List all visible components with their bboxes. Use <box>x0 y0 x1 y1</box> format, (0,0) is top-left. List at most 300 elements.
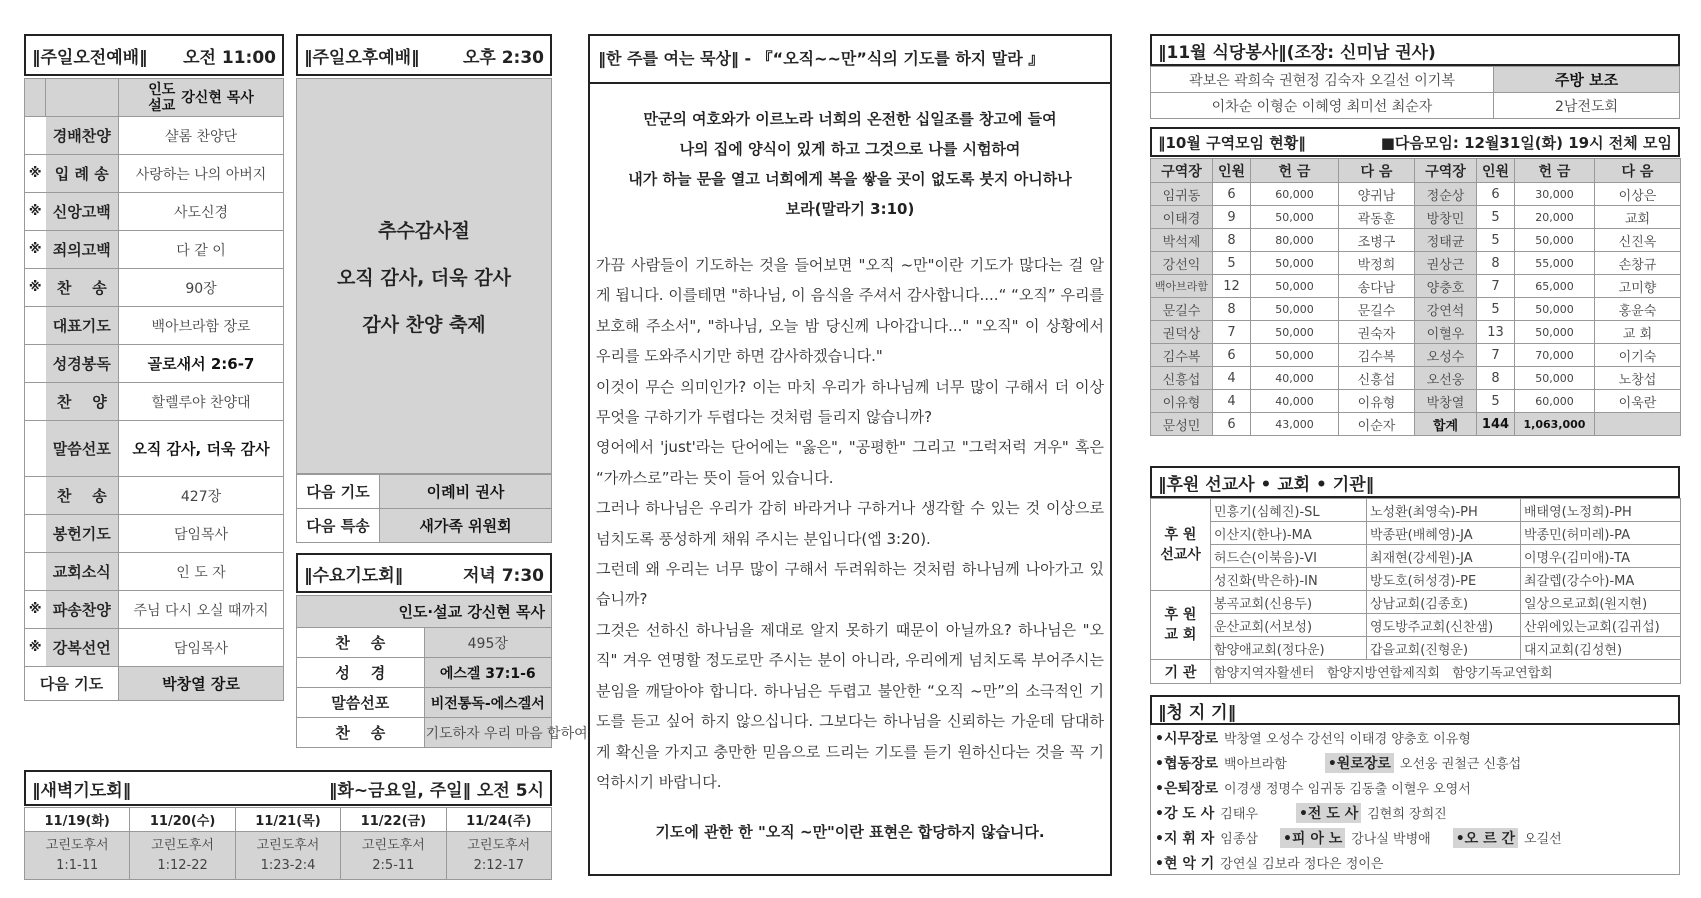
district-cell: 7 <box>1477 275 1515 298</box>
order-row <box>25 421 284 477</box>
meditation-panel <box>588 34 1112 876</box>
order-value: 오직 감사, 더욱 감사 <box>119 421 284 477</box>
stand-mark <box>25 553 46 591</box>
leader-row <box>25 79 284 117</box>
stand-mark <box>25 421 46 477</box>
district-cell: 1,063,000 <box>1515 413 1595 436</box>
kitchen-value: 2남전도회 <box>1494 93 1680 119</box>
church-cell: 대지교회(김성현) <box>1521 637 1681 660</box>
district-col-header: 구역장 <box>1151 159 1213 183</box>
stand-mark <box>25 477 46 515</box>
district-row <box>1151 252 1681 275</box>
order-value: 주님 다시 오실 때까지 <box>119 591 284 629</box>
dawn-book: 고린도후서 <box>45 837 109 853</box>
wednesday-row <box>297 718 552 748</box>
district-cell: 65,000 <box>1515 275 1595 298</box>
meditation-paragraph: 그런데 왜 우리는 너무 많이 구해서 두려워하는 것처럼 하나님께 나아가고 있습니까? <box>596 560 1104 609</box>
district-cell: 문길수 <box>1151 298 1213 321</box>
afternoon-time: 오후 2:30 <box>462 47 544 68</box>
wednesday-time: 저녁 7:30 <box>462 565 544 586</box>
church-row <box>1151 614 1681 637</box>
officer-role: •원로장로 <box>1325 753 1394 773</box>
order-row <box>25 383 284 421</box>
dawn-table <box>24 807 552 880</box>
dawn-ref: 1:23-2:4 <box>260 857 316 873</box>
church-cell: 상남교회(김종호) <box>1367 591 1521 614</box>
district-cell: 신흥섭 <box>1151 367 1213 390</box>
district-cell: 20,000 <box>1515 206 1595 229</box>
dawn-book: 고린도후서 <box>467 837 531 853</box>
church-cell: 갑을교회(진형운) <box>1367 637 1521 660</box>
order-label: 입 례 송 <box>46 155 119 193</box>
wednesday-row <box>297 628 552 658</box>
district-cell: 신흥섭 <box>1339 367 1415 390</box>
district-col-header: 다 음 <box>1595 159 1681 183</box>
district-cell: 4 <box>1213 367 1251 390</box>
district-title: ‖10월 구역모임 현황‖ <box>1158 133 1306 152</box>
stand-mark: ※ <box>25 155 46 193</box>
district-cell: 6 <box>1213 183 1251 206</box>
district-cell: 박석제 <box>1151 229 1213 252</box>
district-cell: 5 <box>1477 298 1515 321</box>
church-row <box>1151 591 1681 614</box>
district-cell: 6 <box>1477 183 1515 206</box>
district-col-header: 헌 금 <box>1251 159 1339 183</box>
officer-role: •은퇴장로 <box>1155 780 1219 797</box>
missionary-cell: 이명우(김미애)-TA <box>1521 545 1681 568</box>
district-cell: 144 <box>1477 413 1515 436</box>
district-cell <box>1595 413 1681 436</box>
order-value: 백아브라함 장로 <box>119 307 284 345</box>
district-header <box>1150 127 1680 157</box>
meditation-paragraph: 가끔 사람들이 기도하는 것을 들어보면 "오직 ~만"이란 기도가 많다는 걸 알게 됩니다. 이를테면 "하나님, 이 음식을 주셔서 감사합니다....“ “오직” 우리를 보호해 주소서", "하나님, 오늘 밤 당신께 나아갑니다..." "오직" 이 상황에서 우리를 도와주시기만 하면 감사하겠습니다." <box>596 256 1104 366</box>
district-cell: 오성수 <box>1415 344 1477 367</box>
order-value: 담임목사 <box>119 629 284 667</box>
district-cell: 교 회 <box>1595 321 1681 344</box>
wednesday-label: 찬 송 <box>297 718 425 748</box>
verse-line-4: 보라(말라기 3:10) <box>785 200 915 218</box>
order-row <box>25 345 284 383</box>
order-row <box>25 307 284 345</box>
wednesday-label: 성 경 <box>297 658 425 688</box>
afternoon-line-3: 감사 찬양 축제 <box>362 313 486 336</box>
stand-mark <box>25 515 46 553</box>
afternoon-next-prayer-value: 이례비 권사 <box>380 475 552 509</box>
district-cell: 43,000 <box>1251 413 1339 436</box>
dawn-ref: 1:12-22 <box>157 857 208 873</box>
order-value: 담임목사 <box>119 515 284 553</box>
afternoon-next-table <box>296 474 552 543</box>
district-col-header: 헌 금 <box>1515 159 1595 183</box>
district-row <box>1151 390 1681 413</box>
missionary-row <box>1151 522 1681 545</box>
dawn-date: 11/21(목) <box>235 808 340 832</box>
district-cell: 박정희 <box>1339 252 1415 275</box>
officer-names: 오길선 <box>1524 832 1562 847</box>
stand-mark: ※ <box>25 269 46 307</box>
district-cell: 양충호 <box>1415 275 1477 298</box>
order-row <box>25 553 284 591</box>
district-cell: 50,000 <box>1251 344 1339 367</box>
order-label: 성경봉독 <box>46 345 119 383</box>
next-prayer-row <box>25 667 284 701</box>
stand-mark <box>25 307 46 345</box>
verse-line-1: 만군의 여호와가 이르노라 너희의 온전한 십일조를 창고에 들여 <box>643 110 1057 128</box>
district-cell: 40,000 <box>1251 390 1339 413</box>
afternoon-next-prayer-label: 다음 기도 <box>297 475 380 509</box>
officers-list <box>1150 725 1680 875</box>
officer-role: •시무장로 <box>1155 730 1219 747</box>
order-value: 다 같 이 <box>119 231 284 269</box>
district-cell: 이욱란 <box>1595 390 1681 413</box>
officer-names: 이경생 정명수 임귀동 김동출 이혈우 오영서 <box>1224 782 1471 797</box>
district-cell: 김수복 <box>1339 344 1415 367</box>
church-label: 후 원 교 회 <box>1151 591 1211 660</box>
district-cell: 김수복 <box>1151 344 1213 367</box>
district-cell: 문성민 <box>1151 413 1213 436</box>
district-cell: 정태균 <box>1415 229 1477 252</box>
missionary-cell: 방도호(허성경)-PE <box>1367 568 1521 591</box>
kitchen-label: 주방 보조 <box>1494 67 1680 93</box>
next-prayer-value: 박창열 장로 <box>119 667 284 701</box>
church-cell: 산위에있는교회(김귀섭) <box>1521 614 1681 637</box>
district-cell: 문길수 <box>1339 298 1415 321</box>
officer-names: 오선웅 권철근 신흥섭 <box>1399 757 1522 772</box>
order-label: 교회소식 <box>46 553 119 591</box>
meditation-closing: 기도에 관한 한 "오직 ~만"이란 표현은 합당하지 않습니다. <box>655 823 1045 841</box>
district-cell: 50,000 <box>1515 321 1595 344</box>
org-row <box>1151 660 1681 684</box>
support-table <box>1150 498 1681 684</box>
order-row <box>25 591 284 629</box>
afternoon-service-header <box>296 34 552 76</box>
district-row <box>1151 344 1681 367</box>
dawn-date: 11/20(수) <box>130 808 235 832</box>
leader-name: 강신현 목사 <box>181 89 254 106</box>
order-row <box>25 117 284 155</box>
order-row <box>25 629 284 667</box>
meditation-body <box>590 250 1110 797</box>
morning-time: 오전 11:00 <box>183 47 276 68</box>
afternoon-next-special-value: 새가족 위원회 <box>380 509 552 543</box>
wednesday-label: 말씀선포 <box>297 688 425 718</box>
missionary-cell: 박종민(허미레)-PA <box>1521 522 1681 545</box>
afternoon-line-1: 추수감사절 <box>378 219 470 242</box>
wednesday-row <box>297 658 552 688</box>
church-cell: 봉곡교회(신용두) <box>1211 591 1367 614</box>
dawn-reading <box>25 832 130 880</box>
officer-role: •오 르 간 <box>1453 828 1518 848</box>
missionary-cell: 성진화(박은하)-IN <box>1211 568 1367 591</box>
district-cell: 합계 <box>1415 413 1477 436</box>
order-value: 사랑하는 나의 아버지 <box>119 155 284 193</box>
missionary-cell: 최갈렙(강수아)-MA <box>1521 568 1681 591</box>
district-row <box>1151 321 1681 344</box>
verse-line-3: 내가 하늘 문을 열고 너희에게 복을 쌓을 곳이 없도록 붓지 아니하나 <box>628 170 1072 188</box>
officer-role: •협동장로 <box>1155 755 1219 772</box>
dawn-ref: 2:5-11 <box>372 857 415 873</box>
cafeteria-names-1: 곽보은 곽희숙 권현정 김숙자 오길선 이기복 <box>1151 67 1494 93</box>
dawn-title: ‖새벽기도회‖ <box>32 780 132 801</box>
district-col-header: 다 음 <box>1339 159 1415 183</box>
district-cell: 60,000 <box>1251 183 1339 206</box>
dawn-date: 11/24(주) <box>446 808 551 832</box>
district-cell: 7 <box>1477 344 1515 367</box>
order-label: 신앙고백 <box>46 193 119 231</box>
org-list: 함양지역자활센터 함양지방연합제직회 함양기독교연합회 <box>1211 660 1681 684</box>
order-label: 찬 양 <box>46 383 119 421</box>
district-cell: 50,000 <box>1251 275 1339 298</box>
meditation-paragraph: 그것은 선하신 하나님을 제대로 알지 못하기 때문이 아닐까요? 하나님은 "오직" 겨우 연명할 정도로만 주시는 분이 아니라, 우리에게 넘치도록 부어주시는 분임을 깨달아야 합니다. 하나님은 두렵고 불안한 “오직 ~만”의 소극적인 기도를 듣고 싶어 하지 않으십니다. 그보다는 하나님을 신뢰하는 가운데 담대하게 확신을 가지고 충만한 믿음으로 드리는 기도를 듣기 원하신다는 것을 꼭 기억하시기 바랍니다. <box>596 620 1104 791</box>
order-row <box>25 477 284 515</box>
afternoon-theme-box <box>296 78 552 474</box>
morning-order-table <box>24 78 284 701</box>
district-cell: 홍윤숙 <box>1595 298 1681 321</box>
district-cell: 이태경 <box>1151 206 1213 229</box>
district-cell: 방창민 <box>1415 206 1477 229</box>
district-cell: 곽동훈 <box>1339 206 1415 229</box>
order-row <box>25 269 284 307</box>
dawn-reading <box>130 832 235 880</box>
missionary-row <box>1151 568 1681 591</box>
order-row <box>25 515 284 553</box>
wednesday-label: 찬 송 <box>297 628 425 658</box>
district-cell: 5 <box>1477 390 1515 413</box>
order-value: 샬롬 찬양단 <box>119 117 284 155</box>
district-cell: 이혈우 <box>1415 321 1477 344</box>
officer-names: 강연실 김보라 정다은 정이은 <box>1220 857 1384 872</box>
district-col-header: 구역장 <box>1415 159 1477 183</box>
missionary-cell: 허드슨(이북음)-VI <box>1211 545 1367 568</box>
officer-role: •전 도 사 <box>1296 803 1361 823</box>
dawn-reading <box>341 832 446 880</box>
support-header <box>1150 466 1680 498</box>
district-cell: 8 <box>1213 298 1251 321</box>
dawn-header <box>24 770 552 806</box>
missionary-cell: 박종판(배혜영)-JA <box>1367 522 1521 545</box>
district-cell: 50,000 <box>1515 229 1595 252</box>
officer-row <box>1151 775 1679 800</box>
church-cell: 영도방주교회(신찬샘) <box>1367 614 1521 637</box>
officer-row <box>1151 750 1679 775</box>
dawn-ref: 1:1-11 <box>56 857 99 873</box>
officer-row <box>1151 850 1679 875</box>
next-prayer-label: 다음 기도 <box>25 667 119 701</box>
stand-mark <box>25 383 46 421</box>
wednesday-value: 비전통독-에스겔서 <box>424 688 552 718</box>
officer-names: 백아브라함 <box>1224 757 1287 772</box>
district-row <box>1151 367 1681 390</box>
officer-role: •강 도 사 <box>1155 805 1215 822</box>
district-cell: 7 <box>1213 321 1251 344</box>
district-cell: 55,000 <box>1515 252 1595 275</box>
district-cell: 오선웅 <box>1415 367 1477 390</box>
district-cell: 70,000 <box>1515 344 1595 367</box>
district-cell: 박창열 <box>1415 390 1477 413</box>
stand-mark <box>25 345 46 383</box>
district-cell: 50,000 <box>1251 321 1339 344</box>
morning-service-header <box>24 34 284 76</box>
district-table <box>1150 158 1681 436</box>
order-value: 90장 <box>119 269 284 307</box>
meditation-paragraph: 이것이 무슨 의미인가? 이는 마치 우리가 하나님께 너무 많이 구해서 더 이상 무엇을 구하기가 두렵다는 것처럼 들리지 않습니까? <box>596 377 1104 427</box>
district-cell: 강연석 <box>1415 298 1477 321</box>
district-next: ■다음모임: 12월31일(화) 19시 전체 모임 <box>1380 133 1672 152</box>
district-row <box>1151 275 1681 298</box>
stand-mark: ※ <box>25 591 46 629</box>
order-value: 427장 <box>119 477 284 515</box>
order-row <box>25 155 284 193</box>
district-row <box>1151 229 1681 252</box>
missionary-row <box>1151 545 1681 568</box>
missionary-cell: 민흥기(심혜진)-SL <box>1211 499 1367 522</box>
wednesday-table <box>296 595 588 748</box>
officer-names: 김태우 <box>1220 807 1258 822</box>
district-cell: 50,000 <box>1251 298 1339 321</box>
order-value: 사도신경 <box>119 193 284 231</box>
district-cell: 6 <box>1213 413 1251 436</box>
district-cell: 이상은 <box>1595 183 1681 206</box>
district-col-header: 인원 <box>1477 159 1515 183</box>
officer-role: •현 악 기 <box>1155 855 1215 872</box>
district-cell: 50,000 <box>1515 367 1595 390</box>
morning-title: ‖주일오전예배‖ <box>32 47 148 68</box>
stand-mark: ※ <box>25 193 46 231</box>
district-cell: 40,000 <box>1251 367 1339 390</box>
district-cell: 이순자 <box>1339 413 1415 436</box>
cafeteria-header <box>1150 34 1680 66</box>
church-cell: 함양애교회(정다운) <box>1211 637 1367 660</box>
officer-role: •지 휘 자 <box>1155 830 1215 847</box>
stand-mark <box>25 117 46 155</box>
district-cell: 교회 <box>1595 206 1681 229</box>
officer-names: 김현희 장희진 <box>1367 807 1447 822</box>
dawn-book: 고린도후서 <box>361 837 425 853</box>
district-cell: 이기숙 <box>1595 344 1681 367</box>
afternoon-title: ‖주일오후예배‖ <box>304 47 420 68</box>
district-cell: 강선익 <box>1151 252 1213 275</box>
dawn-date: 11/22(금) <box>341 808 446 832</box>
dawn-reading <box>235 832 340 880</box>
district-cell: 양귀남 <box>1339 183 1415 206</box>
district-cell: 50,000 <box>1251 206 1339 229</box>
order-label: 파송찬양 <box>46 591 119 629</box>
officer-row <box>1151 725 1679 750</box>
dawn-time: ‖화~금요일, 주일‖ 오전 5시 <box>328 780 544 801</box>
order-label: 대표기도 <box>46 307 119 345</box>
missionary-cell: 최재현(강세원)-JA <box>1367 545 1521 568</box>
wednesday-value: 에스겔 37:1-6 <box>424 658 552 688</box>
wednesday-value: 기도하자 우리 마음 합하여 <box>424 718 552 748</box>
order-value: 골로새서 2:6-7 <box>119 345 284 383</box>
district-cell: 60,000 <box>1515 390 1595 413</box>
officers-header <box>1150 695 1680 725</box>
district-cell: 신진옥 <box>1595 229 1681 252</box>
missionary-label: 후 원 선교사 <box>1151 499 1211 591</box>
order-label: 찬 송 <box>46 269 119 307</box>
officer-names: 박창열 오성수 강선익 이태경 양충호 이유형 <box>1224 732 1471 747</box>
church-cell: 일상으로교회(원지현) <box>1521 591 1681 614</box>
wednesday-leader: 인도·설교 강신현 목사 <box>297 596 552 628</box>
district-cell: 조병구 <box>1339 229 1415 252</box>
officer-names: 임종삼 <box>1220 832 1258 847</box>
missionary-cell: 배태영(노정희)-PH <box>1521 499 1681 522</box>
order-value: 인 도 자 <box>119 553 284 591</box>
district-cell: 13 <box>1477 321 1515 344</box>
wednesday-header <box>296 553 552 593</box>
order-label: 강복선언 <box>46 629 119 667</box>
order-row <box>25 193 284 231</box>
district-cell: 8 <box>1477 367 1515 390</box>
officer-row <box>1151 825 1679 850</box>
district-cell: 50,000 <box>1251 252 1339 275</box>
dawn-date: 11/19(화) <box>25 808 130 832</box>
church-row <box>1151 637 1681 660</box>
cafeteria-title: ‖11월 식당봉사‖(조장: 신미남 권사) <box>1158 42 1436 63</box>
district-cell: 5 <box>1477 206 1515 229</box>
stand-mark: ※ <box>25 629 46 667</box>
district-cell: 50,000 <box>1515 298 1595 321</box>
district-row <box>1151 206 1681 229</box>
district-cell: 8 <box>1213 229 1251 252</box>
district-cell: 권상근 <box>1415 252 1477 275</box>
district-cell: 6 <box>1213 344 1251 367</box>
leader-label: 인도 설교 <box>148 81 176 114</box>
missionary-cell: 노성환(최영숙)-PH <box>1367 499 1521 522</box>
district-row <box>1151 413 1681 436</box>
org-label: 기 관 <box>1151 660 1211 684</box>
missionary-row <box>1151 499 1681 522</box>
order-value: 할렐루야 찬양대 <box>119 383 284 421</box>
meditation-paragraph: 그러나 하나님은 우리가 감히 바라거나 구하거나 생각할 수 있는 것 이상으로 넘치도록 풍성하게 채워 주시는 분입니다(엡 3:20). <box>596 499 1104 548</box>
district-cell: 권숙자 <box>1339 321 1415 344</box>
order-row <box>25 231 284 269</box>
district-cell: 9 <box>1213 206 1251 229</box>
verse-line-2: 나의 집에 양식이 있게 하고 그것으로 나를 시험하여 <box>679 140 1021 158</box>
district-cell: 노창섭 <box>1595 367 1681 390</box>
cafeteria-names-2: 이차순 이형순 이혜영 최미선 최순자 <box>1151 93 1494 119</box>
dawn-ref: 2:12-17 <box>473 857 524 873</box>
afternoon-line-2: 오직 감사, 더욱 감사 <box>337 266 511 289</box>
district-cell: 12 <box>1213 275 1251 298</box>
meditation-paragraph: 영어에서 'just'라는 단어에는 "옳은", "공평한" 그리고 "그럭저럭 겨우" 혹은 “가까스로”라는 뜻이 들어 있습니다. <box>596 438 1104 487</box>
wednesday-title: ‖수요기도회‖ <box>304 565 404 586</box>
missionary-cell: 이산지(한나)-MA <box>1211 522 1367 545</box>
officer-row <box>1151 800 1679 825</box>
support-title: ‖후원 선교사 • 교회 • 기관‖ <box>1158 474 1375 495</box>
cafeteria-table <box>1150 66 1680 119</box>
order-label: 죄의고백 <box>46 231 119 269</box>
order-label: 찬 송 <box>46 477 119 515</box>
meditation-title: ‖한 주를 여는 묵상‖ - 『“오직~~만”식의 기도를 하지 말라 』 <box>590 36 1110 84</box>
district-cell: 이유형 <box>1339 390 1415 413</box>
order-label: 말씀선포 <box>46 421 119 477</box>
dawn-book: 고린도후서 <box>151 837 214 853</box>
morning-leader <box>119 79 284 117</box>
wednesday-row <box>297 688 552 718</box>
district-cell: 손창규 <box>1595 252 1681 275</box>
afternoon-next-special-label: 다음 특송 <box>297 509 380 543</box>
district-cell: 정순상 <box>1415 183 1477 206</box>
district-col-header: 인원 <box>1213 159 1251 183</box>
dawn-reading <box>446 832 551 880</box>
district-cell: 80,000 <box>1251 229 1339 252</box>
district-cell: 임귀동 <box>1151 183 1213 206</box>
district-cell: 이유형 <box>1151 390 1213 413</box>
district-cell: 백아브라함 <box>1151 275 1213 298</box>
officer-role: •피 아 노 <box>1280 828 1345 848</box>
district-cell: 5 <box>1477 229 1515 252</box>
